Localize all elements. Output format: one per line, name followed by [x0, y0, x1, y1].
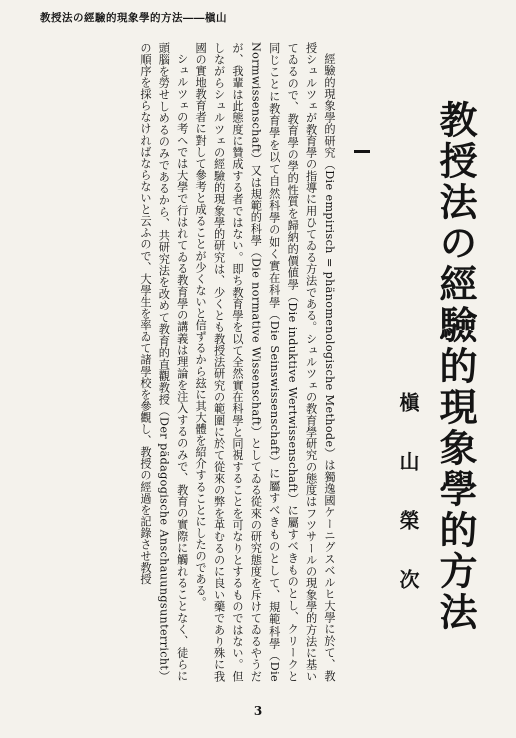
- page-number: 3: [253, 704, 263, 718]
- body-paragraph: 經驗的現象學的研究（Die empirisch = phänomenologische Methode）は獨逸國ケーニグスベルヒ大學に於て、教授シュルツェが教育學の指導に用ひてゐる方法である。シュルツェの教育學研究の態度はフツサールの現象學的方法に基いてゐるので、教育學の學的性質を歸納的價値學（Die induktive Wertwissenschaft）に屬すべきものとし、クリークと同じことに教育學を以て自然科學の如く實在科學（Die Seinswissenschaft）に屬すべきものとして、規範科學（Die Normwissenschaft）又は規範的科學（Die normative Wissenschaft）としてゐる從來の研究態度を斥けてゐるやうだが、我輩は此態度に贊成する者ではない。即ち教育學を以て全然實在科學と同視することを可なりとするものではない。但しながらシュルツェの經驗的現象學的研究は、少くとも教授法研究の範圍に於て從來の弊を革むるのに良い藥であり殊に我國の實地教育者に對して參考と成ることが少くないと信ずるから玆に其大體を紹介することにしたのである。: [194, 42, 336, 682]
- body-text: [100, 42, 338, 682]
- section-number-mark: [354, 150, 370, 153]
- article-title: 教授法の經驗的現象學的方法: [433, 100, 478, 633]
- body-paragraph: シュルツェの考へでは大學で行はれてゐる教育學の講義は理論を注入するのみで、教育の實際に觸れることなく、徒らに頭腦を勞せしめるのみであるから、共研究法を改めて教育的直觀教授（Der pädagogische Anschauungsunterricht）の順序を採らなければならないと云ふので、大學生を率ゐて諸學校を參觀し、教授の經過を記錄させ教授: [138, 42, 189, 682]
- running-header: 教授法の經驗的現象學的方法――槇山: [40, 12, 227, 24]
- author-name: 槇 山 榮 次: [396, 392, 420, 605]
